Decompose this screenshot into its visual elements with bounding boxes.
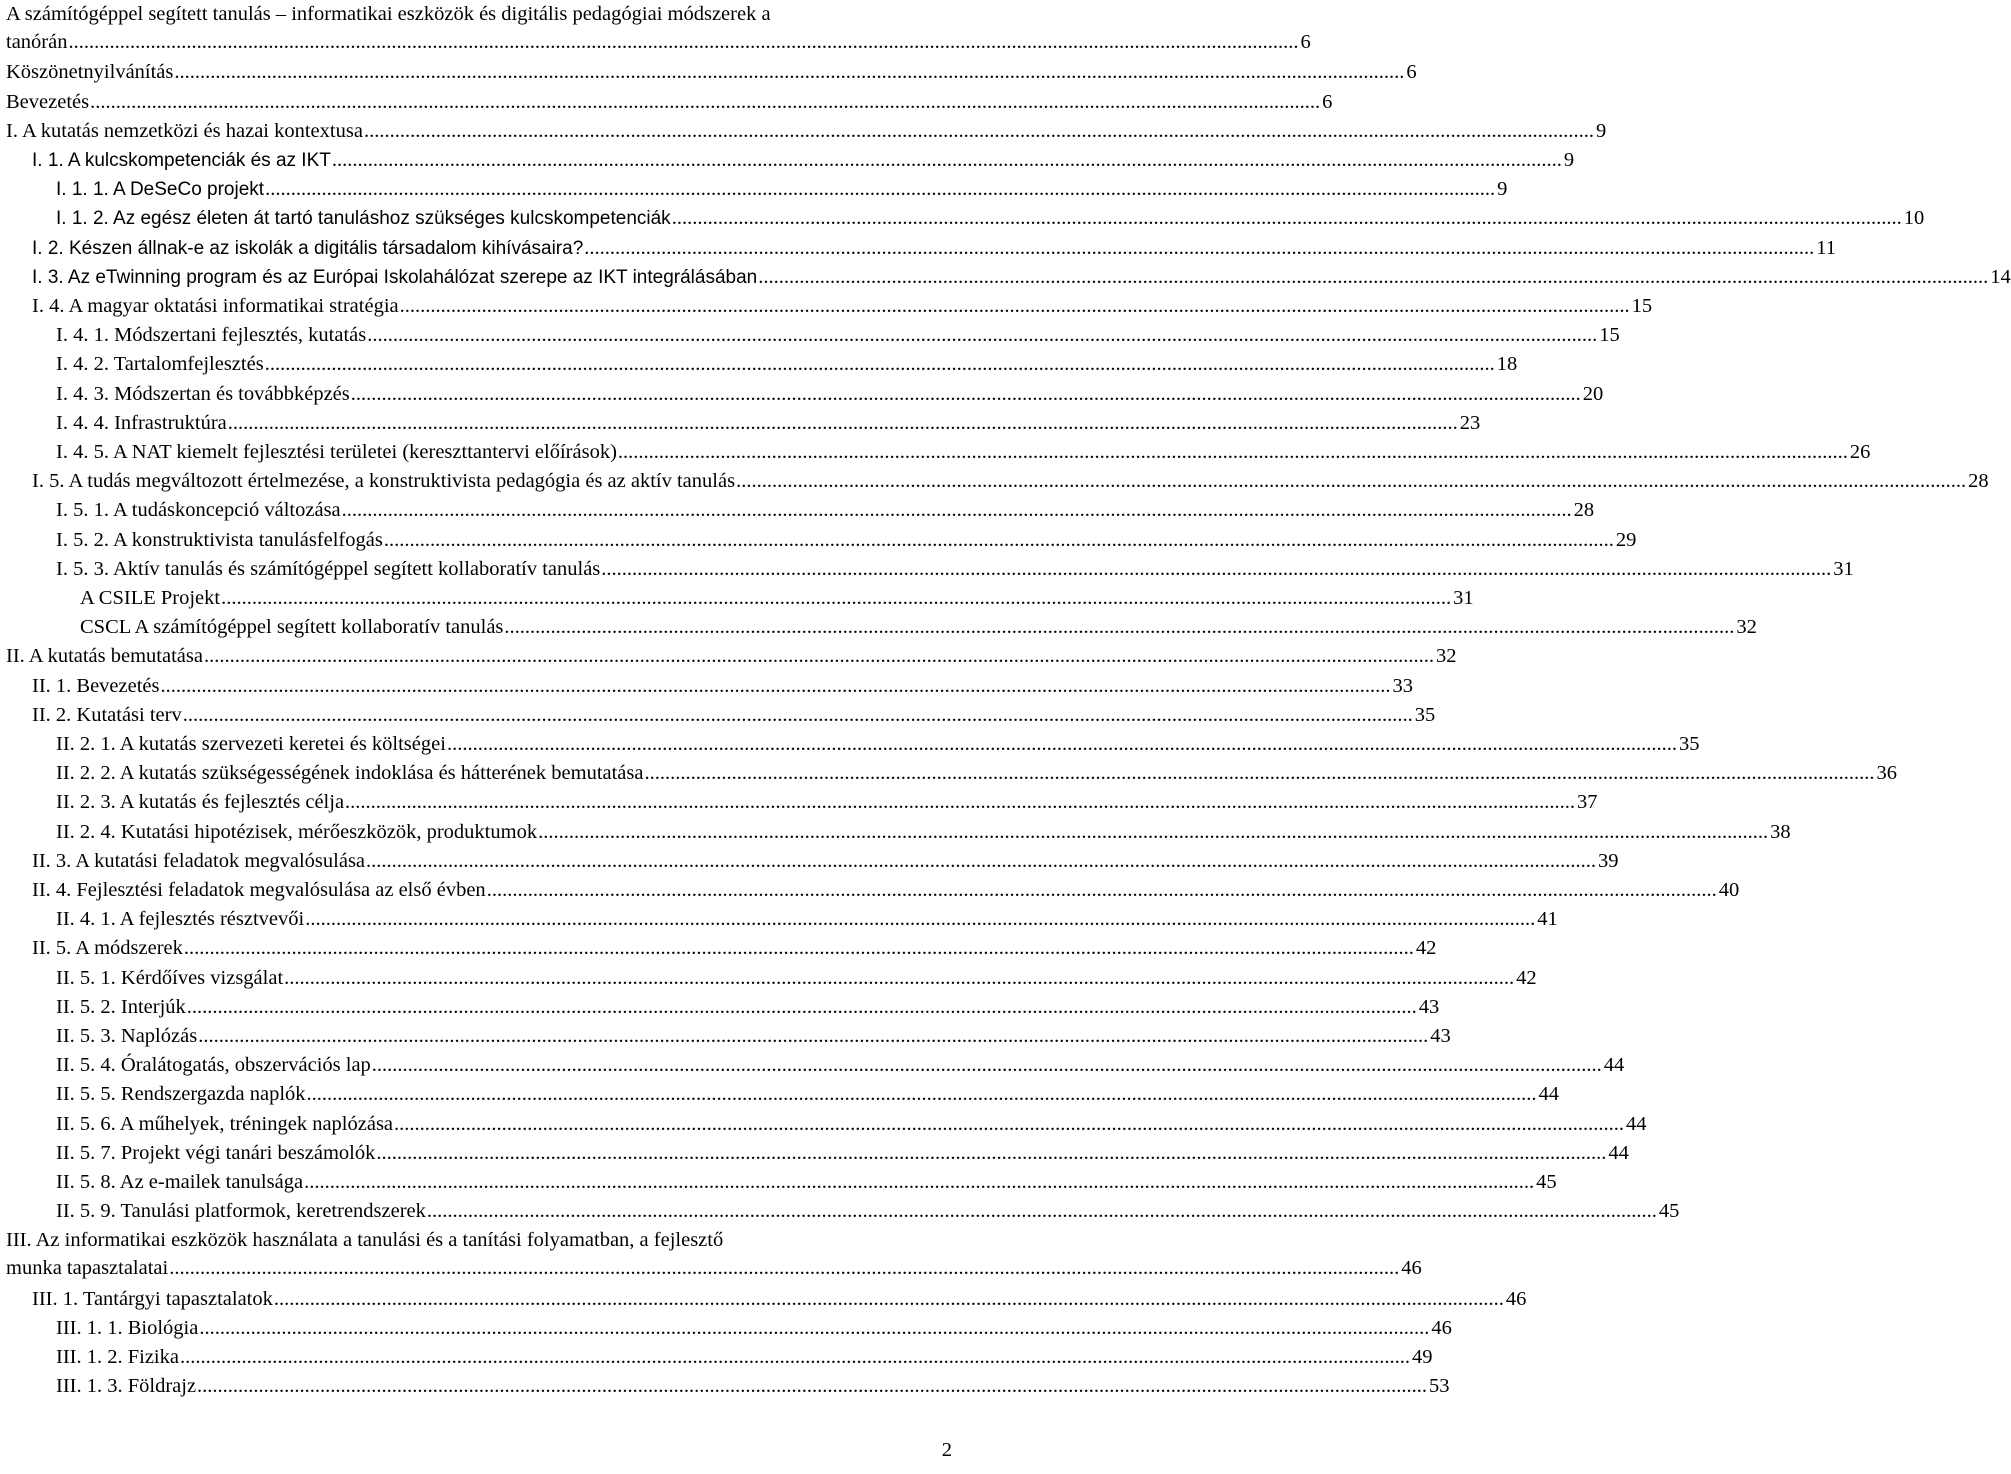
toc-entry-page-number: 15 (1599, 324, 1620, 346)
toc-entry-title: II. 5. 5. Rendszergazda naplók (56, 1083, 306, 1105)
toc-entry-page-number: 33 (1392, 675, 1413, 697)
dot-leader (372, 1051, 1602, 1079)
toc-entry-title: I. 1. A kulcskompetenciák és az IKT (32, 150, 331, 171)
toc-entry-page-number: 43 (1430, 1025, 1451, 1047)
toc-entry-title: II. 5. 6. A műhelyek, tréningek naplózása (56, 1113, 394, 1135)
dot-leader (305, 905, 1535, 933)
toc-entry-title: Köszönetnyilvánítás (6, 61, 174, 83)
toc-entry[interactable] (6, 672, 1413, 700)
dot-leader (274, 1285, 1504, 1313)
toc-entry-title: I. 1. 2. Az egész életen át tartó tanuláshoz szükséges kulcskompetenciák (56, 208, 671, 229)
dot-leader (342, 496, 1572, 524)
toc-entry[interactable] (6, 555, 1854, 583)
toc-entry[interactable] (6, 1110, 1647, 1138)
toc-entry-title: tanórán (6, 31, 68, 53)
toc-entry[interactable] (6, 818, 1791, 846)
dot-leader (394, 1110, 1624, 1138)
toc-entry-page-number: 23 (1459, 412, 1481, 434)
toc-entry[interactable] (6, 1197, 1680, 1225)
toc-entry-page-number: 32 (1736, 616, 1757, 638)
toc-entry-page-number: 49 (1411, 1346, 1433, 1368)
dot-leader (345, 788, 1575, 816)
toc-entry-title: I. 5. 2. A konstruktivista tanulásfelfogás (56, 529, 383, 551)
dot-leader (68, 28, 1298, 56)
toc-entry-page-number: 45 (1536, 1171, 1557, 1193)
toc-entry-page-number: 9 (1595, 120, 1607, 142)
toc-entry[interactable] (6, 1080, 1560, 1108)
toc-entry[interactable] (6, 759, 1897, 787)
toc-entry[interactable] (6, 409, 1481, 437)
dot-leader (183, 701, 1413, 729)
dot-leader (384, 526, 1614, 554)
toc-entry-page-number: 35 (1414, 704, 1436, 726)
dot-leader (618, 438, 1848, 466)
toc-entry-title: II. 3. A kutatási feladatok megvalósulása (32, 850, 366, 872)
toc-entry-title: II. 5. 8. Az e-mailek tanulsága (56, 1171, 304, 1193)
dot-leader (197, 1372, 1427, 1400)
toc-entry-page-number: 44 (1626, 1113, 1647, 1135)
toc-entry[interactable] (6, 438, 1871, 466)
dot-leader (90, 88, 1320, 116)
toc-entry-title: Bevezetés (6, 91, 90, 113)
dot-leader (366, 847, 1596, 875)
toc-entry-page-number: 45 (1658, 1200, 1680, 1222)
toc-entry[interactable] (6, 0, 1311, 56)
toc-entry[interactable] (6, 730, 1700, 758)
toc-entry-page-number: 6 (1322, 91, 1333, 113)
dot-leader (221, 584, 1451, 612)
toc-entry[interactable] (6, 350, 1518, 378)
dot-leader (199, 1314, 1429, 1342)
toc-entry-page-number: 44 (1538, 1083, 1560, 1105)
dot-leader (400, 292, 1630, 320)
toc-entry-title: II. 2. 1. A kutatás szervezeti keretei és költségei (56, 733, 446, 755)
toc-entry-page-number: 35 (1678, 733, 1700, 755)
toc-entry-title: II. 5. 4. Óralátogatás, obszervációs lap (56, 1054, 371, 1076)
dot-leader (204, 642, 1434, 670)
toc-entry-page-number: 32 (1435, 645, 1457, 667)
toc-entry-page-number: 6 (1300, 31, 1311, 53)
toc-entry-title: II. 5. 7. Projekt végi tanári beszámolók (56, 1142, 376, 1164)
toc-entry-page-number: 26 (1849, 441, 1871, 463)
toc-entry-title: I. 5. 3. Aktív tanulás és számítógéppel segített kollaboratív tanulás (56, 558, 601, 580)
toc-entry-page-number: 42 (1415, 937, 1437, 959)
toc-entry-page-number: 14 (1990, 266, 2011, 288)
dot-leader (504, 613, 1734, 641)
toc-entry[interactable] (6, 380, 1604, 408)
toc-entry-title: I. A kutatás nemzetközi és hazai kontextusa (6, 120, 363, 142)
toc-entry-title: I. 5. A tudás megváltozott értelmezése, a konstruktivista pedagógia és az aktív tanulás (32, 470, 736, 492)
toc-entry[interactable] (6, 934, 1437, 962)
toc-entry-title: CSCL A számítógéppel segített kollaboratív tanulás (80, 616, 504, 638)
toc-entry-page-number: 11 (1816, 237, 1837, 259)
toc-entry-title: II. 5. 9. Tanulási platformok, keretrendszerek (56, 1200, 426, 1222)
toc-entry[interactable] (6, 1343, 1433, 1371)
dot-leader (198, 1022, 1428, 1050)
toc-entry-page-number: 38 (1770, 821, 1791, 843)
dot-leader (644, 759, 1874, 787)
toc-entry[interactable] (6, 847, 1619, 875)
toc-entry-title: III. 1. 1. Biológia (56, 1317, 199, 1339)
toc-entry-page-number: 41 (1537, 908, 1558, 930)
dot-leader (265, 350, 1495, 378)
toc-entry[interactable] (6, 146, 1575, 175)
toc-entry[interactable] (6, 905, 1558, 933)
toc-entry-page-number: 28 (1573, 499, 1595, 521)
dot-leader (161, 672, 1391, 700)
dot-leader (584, 234, 1814, 262)
toc-entry[interactable] (6, 467, 1989, 495)
toc-entry-page-number: 40 (1718, 879, 1740, 901)
toc-entry-title: II. 2. 2. A kutatás szükségességének indoklása és hátterének bemutatása (56, 762, 644, 784)
toc-entry-page-number: 46 (1401, 1257, 1422, 1279)
toc-entry[interactable] (6, 964, 1537, 992)
toc-entry[interactable] (6, 642, 1457, 670)
toc-entry-page-number: 44 (1603, 1054, 1625, 1076)
toc-entry[interactable] (6, 234, 1837, 263)
toc-entry-title: III. 1. 3. Földrajz (56, 1375, 197, 1397)
toc-entry-title: I. 3. Az eTwinning program és az Európai Iskolahálózat szerepe az IKT integrálásában (32, 267, 758, 288)
dot-leader (376, 1139, 1606, 1167)
toc-entry-title: II. 4. 1. A fejlesztés résztvevői (56, 908, 305, 930)
toc-entry-page-number: 31 (1453, 587, 1474, 609)
toc-entry[interactable] (6, 526, 1637, 554)
toc-entry-title: II. A kutatás bemutatása (6, 645, 203, 667)
toc-entry-page-number: 9 (1497, 178, 1508, 200)
toc-entry-page-number: 31 (1833, 558, 1854, 580)
dot-leader (427, 1197, 1657, 1225)
toc-entry-page-number: 39 (1598, 850, 1619, 872)
toc-entry[interactable] (6, 613, 1757, 641)
toc-entry[interactable] (6, 175, 1508, 204)
toc-entry-title: II. 5. 3. Naplózás (56, 1025, 198, 1047)
toc-entry-title: munka tapasztalatai (6, 1257, 169, 1279)
toc-entry[interactable] (6, 117, 1607, 145)
dot-leader (180, 1343, 1410, 1371)
toc-entry[interactable] (6, 321, 1620, 349)
dot-leader (169, 1254, 1399, 1282)
toc-entry[interactable] (6, 1372, 1450, 1400)
toc-entry-page-number: 42 (1516, 967, 1537, 989)
toc-entry-title: II. 2. 4. Kutatási hipotézisek, mérőeszközök, produktumok (56, 821, 538, 843)
dot-leader (364, 117, 1594, 145)
toc-entry[interactable] (6, 788, 1598, 816)
dot-leader (307, 1080, 1537, 1108)
dot-leader (332, 146, 1562, 174)
dot-leader (265, 175, 1495, 203)
toc-entry-title: I. 2. Készen állnak-e az iskolák a digitális társadalom kihívásaira? (32, 238, 584, 259)
toc-entry[interactable] (6, 204, 1925, 233)
dot-leader (538, 818, 1768, 846)
toc-entry-page-number: 46 (1431, 1317, 1452, 1339)
toc-entry-title: II. 5. 1. Kérdőíves vizsgálat (56, 967, 284, 989)
dot-leader (284, 964, 1514, 992)
toc-entry-page-number: 15 (1631, 295, 1653, 317)
dot-leader (672, 204, 1902, 232)
toc-entry-page-number: 9 (1563, 149, 1575, 171)
toc-entry-title: A CSILE Projekt (80, 587, 221, 609)
toc-entry-title: III. Az informatikai eszközök használata a tanulási és a tanítási folyamatban, a fejlesztő (6, 1229, 724, 1251)
dot-leader (601, 555, 1831, 583)
toc-entry[interactable] (6, 876, 1740, 904)
dot-leader (174, 58, 1404, 86)
toc-entry-title: II. 1. Bevezetés (32, 675, 160, 697)
toc-entry[interactable] (6, 584, 1474, 612)
toc-entry-title: II. 2. 3. A kutatás és fejlesztés célja (56, 791, 345, 813)
page-number: 2 (941, 1439, 952, 1461)
dot-leader (447, 730, 1677, 758)
toc-entry[interactable] (6, 263, 2011, 292)
toc-entry-page-number: 43 (1418, 996, 1440, 1018)
toc-entry-title: I. 4. 5. A NAT kiemelt fejlesztési területei (kereszttantervi előírások) (56, 441, 617, 463)
toc-entry-page-number: 36 (1876, 762, 1897, 784)
toc-entry[interactable] (6, 88, 1333, 116)
toc-entry[interactable] (6, 1022, 1451, 1050)
toc-entry-title: III. 1. Tantárgyi tapasztalatok (32, 1288, 273, 1310)
dot-leader (184, 934, 1414, 962)
toc-entry[interactable] (6, 701, 1436, 729)
toc-entry-title: III. 1. 2. Fizika (56, 1346, 179, 1368)
toc-entry-title: I. 4. 1. Módszertani fejlesztés, kutatás (56, 324, 367, 346)
toc-entry-title: I. 1. 1. A DeSeCo projekt (56, 179, 265, 200)
toc-entry-title: I. 4. 3. Módszertan és továbbképzés (56, 383, 350, 405)
dot-leader (758, 263, 1988, 291)
dot-leader (367, 321, 1597, 349)
toc-entry[interactable] (6, 1168, 1557, 1196)
toc-entry-title: A számítógéppel segített tanulás – informatikai eszközök és digitális pedagógiai módszerek a (6, 3, 771, 25)
dot-leader (304, 1168, 1534, 1196)
toc-entry-title: I. 4. 2. Tartalomfejlesztés (56, 353, 264, 375)
toc-entry-title: II. 5. 2. Interjúk (56, 996, 186, 1018)
toc-entry-title: II. 2. Kutatási terv (32, 704, 182, 726)
toc-entry[interactable] (6, 1051, 1625, 1079)
toc-entry-title: I. 4. A magyar oktatási informatikai stratégia (32, 295, 399, 317)
toc-entry-page-number: 29 (1615, 529, 1637, 551)
toc-entry-title: II. 4. Fejlesztési feladatok megvalósulása az első évben (32, 879, 486, 901)
toc-entry-page-number: 18 (1496, 353, 1518, 375)
toc-entry-page-number: 20 (1582, 383, 1604, 405)
toc-entry-page-number: 46 (1505, 1288, 1527, 1310)
dot-leader (187, 993, 1417, 1021)
toc-entry[interactable] (6, 58, 1417, 86)
toc-entry-page-number: 44 (1608, 1142, 1629, 1164)
toc-entry[interactable] (6, 1226, 1422, 1282)
toc-entry[interactable] (6, 993, 1440, 1021)
toc-entry[interactable] (6, 1314, 1452, 1342)
toc-entry-page-number: 53 (1429, 1375, 1450, 1397)
dot-leader (351, 380, 1581, 408)
toc-entry-page-number: 6 (1406, 61, 1417, 83)
toc-entry-title: II. 5. A módszerek (32, 937, 183, 959)
dot-leader (736, 467, 1966, 495)
toc-entry[interactable] (6, 496, 1595, 524)
toc-entry-page-number: 37 (1577, 791, 1598, 813)
toc-entry-page-number: 28 (1968, 470, 1989, 492)
toc-entry[interactable] (6, 1285, 1527, 1313)
toc-entry[interactable] (6, 1139, 1629, 1167)
dot-leader (228, 409, 1458, 437)
toc-entry-title: I. 4. 4. Infrastruktúra (56, 412, 227, 434)
toc-entry[interactable] (6, 292, 1653, 320)
toc-entry-title: I. 5. 1. A tudáskoncepció változása (56, 499, 341, 521)
dot-leader (487, 876, 1717, 904)
toc-entry-page-number: 10 (1903, 207, 1925, 229)
